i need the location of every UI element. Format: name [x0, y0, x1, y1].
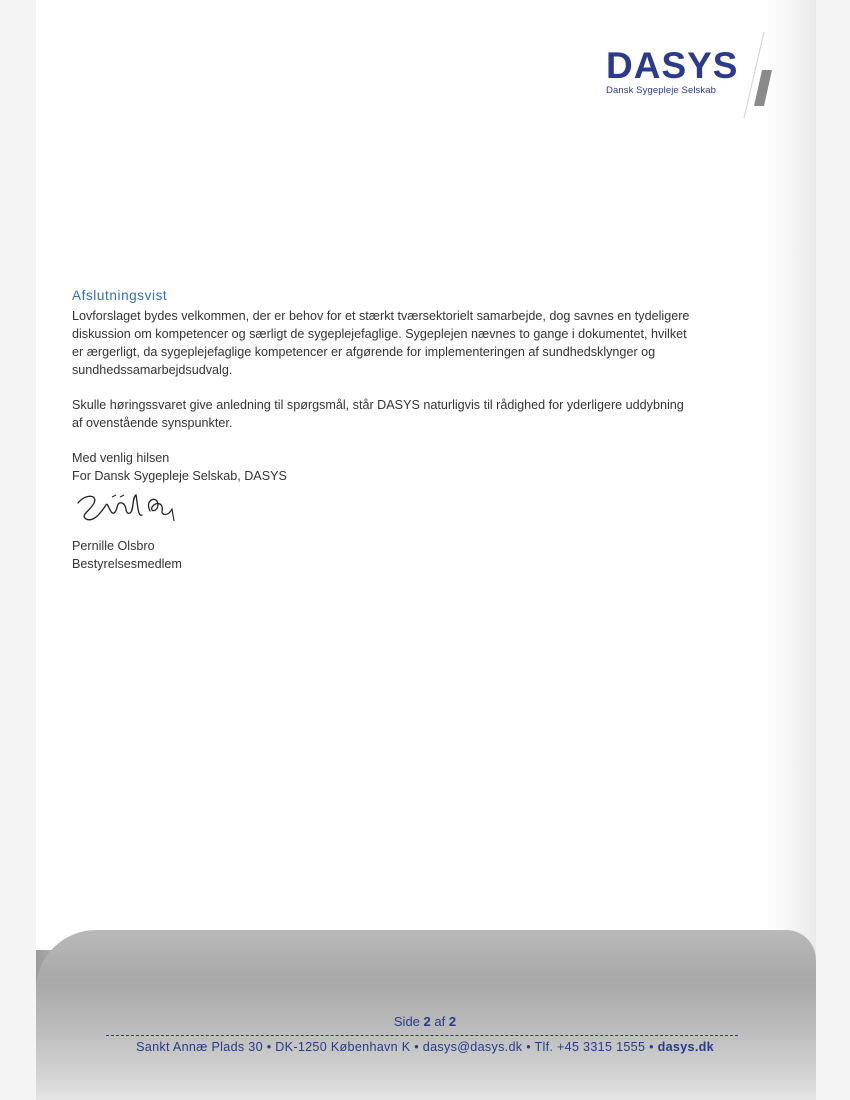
- dasys-logo: [606, 45, 746, 96]
- page-number: Side 2 af 2: [393, 1014, 457, 1029]
- logo-wordmark: DASYS: [606, 45, 739, 86]
- letter-body: [72, 287, 692, 573]
- logo-subtitle: Dansk Sygepleje Selskab: [606, 85, 717, 96]
- page-total: 2: [448, 1014, 457, 1029]
- city: DK-1250 København K: [275, 1040, 411, 1054]
- handwritten-signature: [72, 489, 182, 531]
- bullet-separator: •: [649, 1040, 654, 1054]
- signer-name: Pernille Olsbro: [72, 539, 155, 553]
- logo-slash-graphic: [726, 30, 776, 120]
- phone-number: Tlf. +45 3315 1555: [534, 1040, 646, 1054]
- organization-line: For Dansk Sygepleje Selskab, DASYS: [72, 469, 287, 483]
- website-link[interactable]: dasys.dk: [657, 1040, 714, 1054]
- signer-title: Bestyrelsesmedlem: [72, 557, 182, 571]
- footer-rule: [106, 1035, 738, 1036]
- bullet-separator: •: [526, 1040, 531, 1054]
- contact-paragraph: Skulle høringssvaret give anledning til spørgsmål, står DASYS naturligvis til rådighed for yderligere uddybning af ovenstående synspunkter.: [72, 398, 684, 430]
- bullet-separator: •: [266, 1040, 272, 1054]
- street-address: Sankt Annæ Plads 30: [136, 1040, 263, 1054]
- greeting: Med venlig hilsen: [72, 451, 170, 465]
- bullet-separator: •: [414, 1040, 419, 1054]
- section-heading: Afslutningsvist: [72, 288, 168, 303]
- closing-paragraph: Lovforslaget bydes velkommen, der er behov for et stærkt tværsektorielt samarbejde, dog savnes en tydeligere diskussion om kompetencer og særligt de sygeplejefaglige. Sygeplejen nævnes to gange i dokumentet, hvilket er ærgerligt, da sygeplejefaglige kompetencer er afgørende for implementeringen af sundhedsklynger og sundhedssamarbejdsudvalg.: [72, 309, 690, 377]
- footer-address: [0, 1040, 850, 1054]
- page-current: 2: [423, 1014, 431, 1029]
- email-link[interactable]: dasys@dasys.dk: [422, 1040, 523, 1054]
